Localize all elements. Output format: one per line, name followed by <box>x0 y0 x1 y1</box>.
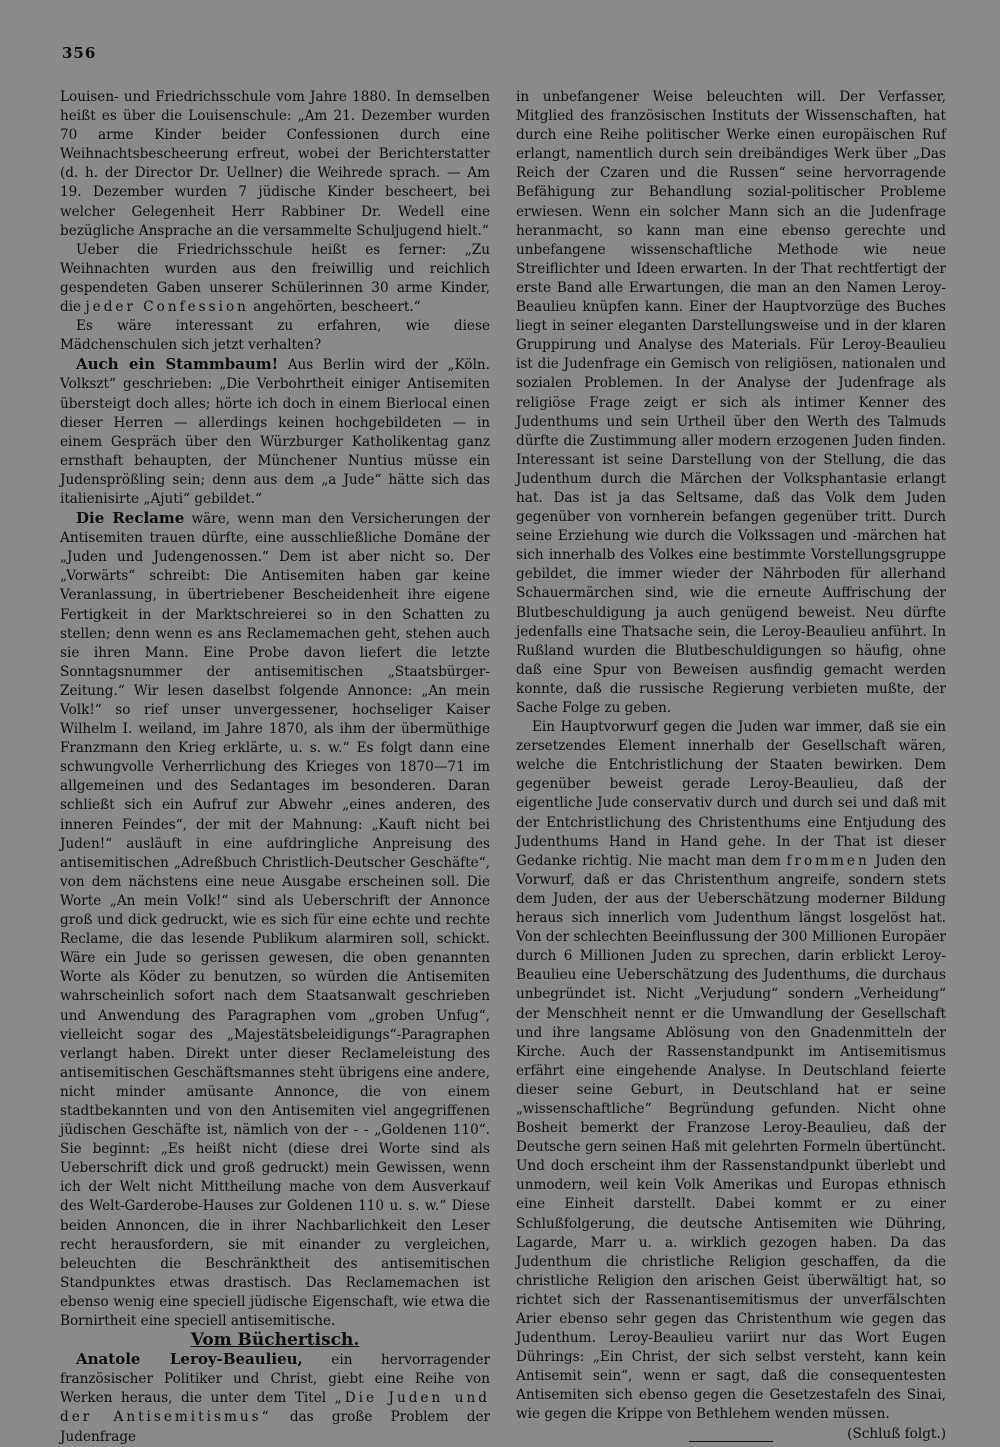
paragraph-maedchenschulen: Es wäre interessant zu erfahren, wie diese Mädchenschulen sich jetzt verhalten? <box>60 318 490 354</box>
paragraph-text: angehörten, bescheert.“ <box>253 299 421 316</box>
spaced-emphasis: jeder Confession <box>85 299 249 316</box>
article-lead-stammbaum: Auch ein Stammbaum! <box>76 355 279 374</box>
spaced-emphasis: frommen <box>786 852 870 869</box>
book-title: „Die Juden und der Antisemitismus“ <box>60 1390 490 1426</box>
paragraph-text: ein hervorragender französischer Politiker und Christ, giebt eine Reihe von Werken heraus, die unter dem Titel <box>60 1352 490 1407</box>
article-lead-reclame: Die Reclame <box>76 509 185 528</box>
article-lead-leroy: Anatole Leroy-Beaulieu, <box>76 1350 303 1369</box>
paragraph-text: Ueber die Friedrichsschule heißt es ferner: „Zu Weihnachten wurden aus den freiwillig und reichlich gespendeten Gaben unserer Schülerinnen 30 arme Kinder, die <box>60 241 490 316</box>
paragraph-friedrichsschule <box>60 241 490 317</box>
paragraph-text: Aus Berlin wird der „Köln. Volkszt“ geschrieben: „Die Verbohrtheit einiger Antisemiten übersteigt doch alles; hörte ich doch in einem Bierlocal einen dieser Herren — allerdings keinen hochgebildeten — in einem Gespräch über den Würzburger Katholikentag ganz ernsthaft behaupten, der Münchener Nuntius müsse ein Judensprößling sein; denn aus dem „a Jude“ hätte sich das italienisirte „Ajuti“ gebildet.“ <box>60 357 490 507</box>
continued-note: (Schluß folgt.) <box>847 1425 946 1442</box>
right-column <box>516 88 946 1444</box>
section-heading <box>60 1331 490 1350</box>
paragraph-leroy-beaulieu-intro <box>60 1350 490 1446</box>
paragraph-louisenschule: Louisen- und Friedrichsschule vom Jahre 1880. In demselben heißt es über die Louisenschule: „Am 21. Dezember wurden 70 arme Kinder beider Confessionen durch eine Weihnachtsbescheerung erfreut, wobei der Berichterstatter (d. h. der Director Dr. Uellner) die Weihrede sprach. — Am 19. Dezember wurden 7 jüdische Kinder bescheert, bei welcher Gelegenheit Herr Rabbiner Dr. Wedell eine bezügliche Ansprache an die versammelte Schuljugend hielt.“ <box>60 89 490 239</box>
paragraph-text: Juden den Vorwurf, daß er das Christenthum angreife, sondern stets dem Juden, der aus der Ueberschätzung moderner Bildung heraus sich innerlich vom Judenthum längst losgelöst hat. Von der schlechten Beeinflussung der 300 Millionen Europäer durch 6 Millionen Juden zu sprechen, darin erblickt Leroy-Beaulieu eine Ueberschätzung des Judenthums, die durchaus unbegründet ist. Nicht „Verjudung“ sondern „Verheidung“ der Menschheit nennt er die Umwandlung der Gesellschaft und ihre langsame Ablösung von den Gnadenmitteln der Kirche. Auch der Rassenstandpunkt im Antisemitismus erfährt eine eingehende Analyse. In Deutschland feierte dieser seine Geburt, in Deutschland hat er seine „wissenschaftliche“ Begründung gefunden. Nicht ohne Bosheit bemerkt der Franzose Leroy-Beaulieu, daß der Deutsche gern seinen Haß mit gelehrten Formeln übertüncht. Und doch erscheint ihm der Rassenstandpunkt überlebt und unmodern, weil kein Volk Amerikas und Europas ethnisch eine Einheit darstellt. Dabei kommt er zu einer Schlußfolgerung, die deutsche Antisemiten wie Dühring, Lagarde, Marr u. a. wirklich gezogen haben. Da das Judenthum die christliche Religion geschaffen, da die christliche Religion den arischen Geist überwältigt hat, so richtet sich der Rassenantisemitismus der unverfälschten Arier ebenso sehr gegen das Christenthum wie gegen das Judenthum. Leroy-Beaulieu variirt nur das Wort Eugen Dührings: „Ein Christ, der sich selbst versteht, kann kein Antisemit sein“, wenn er sagt, daß die consequentesten Antisemiten sich ebenso gegen die Gesetzestafeln des Sinai, wie gegen die Krippe von Bethlehem wenden müssen. <box>516 852 946 1423</box>
section-heading-text: Vom Büchertisch. <box>190 1330 360 1351</box>
left-column <box>60 88 490 1447</box>
paragraph-text: Ein Hauptvorwurf gegen die Juden war immer, daß sie ein zersetzendes Element innerhalb der Gesellschaft wären, welche die Entchristlichung der Staaten bewirken. Dem gegenüber beweist gerade Leroy-Beaulieu, daß der eigentliche Jude conservativ durch und durch sei und daß mit der Entchristlichung des Christenthums eine Entjudung des Judenthums Hand in Hand gehe. In der That ist dieser Gedanke richtig. Nie macht man dem <box>516 719 946 869</box>
paragraph-review-part1: in unbefangener Weise beleuchten will. Der Verfasser, Mitglied des französischen Instituts der Wissenschaften, hat durch eine Reihe politischer Werke einen europäischen Ruf erlangt, namentlich durch sein dreibändiges Werk über „Das Reich der Czaren und die Russen“ seine hervorragende Befähigung zur Behandlung sozial-politischer Probleme erwiesen. Wenn ein solcher Mann sich an die Judenfrage heranmacht, so kann man eine ebenso gerechte und unbefangene wissenschaftliche Methode wie neue Streiflichter und Ideen erwarten. In der That rechtfertigt der erste Band alle Erwartungen, die man an den Namen Leroy-Beaulieu knüpfen kann. Einer der Hauptvorzüge des Buches liegt in seiner eleganten Darstellungsweise und in der klaren Gruppirung und Analyse des Materials. Für Leroy-Beaulieu ist die Judenfrage ein Gemisch von religiösen, nationalen und sozialen Problemen. In der Analyse der Judenfrage als religiöse Frage zeigt er sich als intimer Kenner des Judenthums und sein Urtheil über den Werth des Talmuds dürfte die Zustimmung aller modern erzogenen Juden finden. Interessant ist seine Darstellung von der Stellung, die das Judenthum durch die Märchen der Volksphantasie erlangt hat. Das ist ja das Seltsame, daß das Volk dem Juden gegenüber von vornherein befangen gegenüber tritt. Durch seine Erziehung wie durch die Volkssagen und -märchen hat sich innerhalb des Volkes eine bestimmte Vorstellungsgruppe gebildet, die immer wieder der Nährboden für allerhand Schauermärchen sind, wie die erneute Auffrischung der Blutbeschuldigung ja auch genügend beweist. Neu dürfte jedenfalls eine Thatsache sein, die Leroy-Beaulieu anführt. In Rußland wurden die Blutbeschuldigungen so häufig, ohne daß eine Spur von Beweisen ausfindig gemacht werden konnte, daß die russische Regierung verbieten mußte, der Sache Folge zu geben. <box>516 89 946 716</box>
paragraph-review-part2 <box>516 718 946 1442</box>
end-rule <box>689 1441 773 1442</box>
paragraph-text: das große Problem der Judenfrage <box>60 1409 490 1445</box>
paragraph-text: wäre, wenn man den Versicherungen der Antisemiten trauen dürfte, eine ausschließliche Domäne der „Juden und Judengenossen.“ Dem ist aber nicht so. Der „Vorwärts“ schreibt: Die Antisemiten haben gar keine Veranlassung, in übertriebener Bescheidenheit ihre eigene Fertigkeit in der Marktschreierei so in den Schatten zu stellen; denn wenn es ans Reclamemachen geht, stehen auch sie ihren Mann. Eine Probe davon liefert die letzte Sonntagsnummer der antisemitischen „Staatsbürger-Zeitung.“ Wir lesen daselbst folgende Annonce: „An mein Volk!“ so rief unser unvergessener, hochseliger Kaiser Wilhelm I. weiland, im Jahre 1870, als ihm der übermüthige Franzmann den Krieg erklärte, u. s. w.“ Es folgt dann eine schwungvolle Verherrlichung des Krieges von 1870—71 im allgemeinen und des Sedantages im besonderen. Daran schließt sich ein Aufruf zur Abwehr „eines anderen, des inneren Feindes“, der mit der Mahnung: „Kauft nicht bei Juden!“ ausläuft in eine aufdringliche Anpreisung des antisemitischen „Adreßbuch Christlich-Deutscher Geschäfte“, von dem nächstens eine neue Ausgabe erscheinen soll. Die Worte „An mein Volk!“ sind als Ueberschrift der Annonce groß und dick gedruckt, wie es sich für eine echte und rechte Reclame, die das lesende Publikum alarmiren soll, schickt. Wäre ein Jude so gerissen gewesen, die oben genannten Worte als Köder zu benutzen, so würden die Antisemiten wahrscheinlich sofort nach dem Staatsanwalt geschrieben und Anwendung des Paragraphen vom „groben Unfug“, vielleicht sogar des „Majestätsbeleidigungs“-Paragraphen verlangt haben. Direkt unter dieser Reclameleistung des antisemitischen Geschäftsmannes steht übrigens eine andere, nicht minder amüsante Annonce, die von einem stadtbekannten und von den Antisemiten viel angegriffenen jüdischen Geschäfte ist, nämlich von der - - „Goldenen 110“. Sie beginnt: „Es heißt nicht (diese drei Worte sind als Ueberschrift dick und groß gedruckt) mein Gewissen, wenn ich der Welt nicht Mittheilung mache von dem Ausverkauf des Welt-Garderobe-Hauses zur Goldenen 110 u. s. w.“ Diese beiden Annoncen, die in ihrer Nachbarlichkeit den Leser recht herausfordern, sie mit einander zu vergleichen, beleuchten die Beschränktheit des antisemitischen Standpunktes etwas drastisch. Das Reclamemachen ist ebenso wenig eine speciell jüdische Eigenschaft, wie etwa die Bornirtheit eine speciell antisemitische. <box>60 511 490 1329</box>
paragraph-reclame <box>60 509 490 1331</box>
page-number: 356 <box>62 44 97 62</box>
paragraph-stammbaum <box>60 355 490 509</box>
